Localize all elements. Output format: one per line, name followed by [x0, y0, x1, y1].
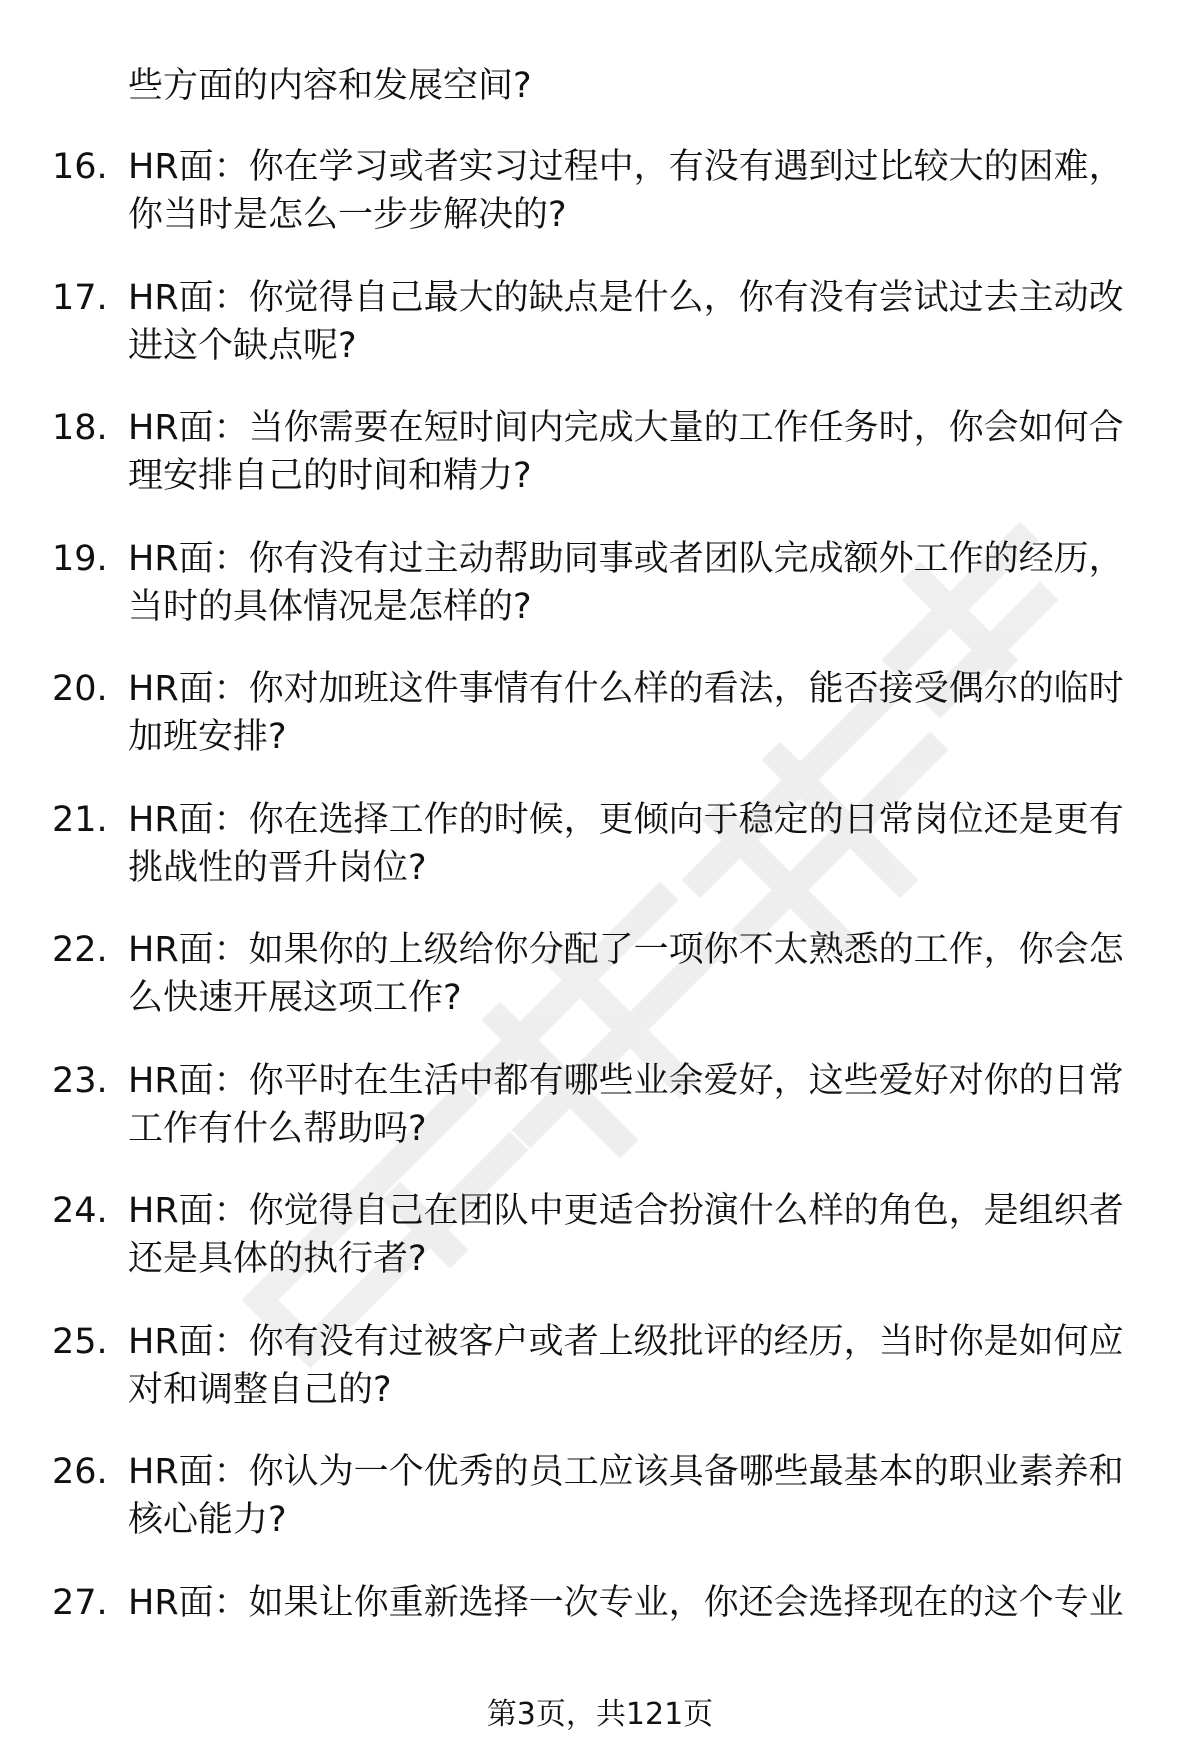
question-number: 24. [52, 1191, 108, 1231]
question-text: HR面：你平时在生活中都有哪些业余爱好，这些爱好对你的日常工作有什么帮助吗? [128, 1060, 1124, 1149]
question-text: HR面：如果你的上级给你分配了一项你不太熟悉的工作，你会怎么快速开展这项工作? [128, 930, 1124, 1018]
question-number: 21. [52, 799, 108, 840]
question-number: 16. [52, 147, 108, 187]
question-number: 22. [52, 930, 108, 970]
question-item [0, 527, 1200, 658]
question-item [0, 266, 1200, 397]
question-item [0, 1571, 1200, 1702]
continuation-text: 些方面的内容和发展空间? [128, 66, 532, 106]
question-text: HR面：你觉得自己最大的缺点是什么，你有没有尝试过去主动改进这个缺点呢? [128, 277, 1124, 366]
question-number: 19. [52, 538, 108, 579]
question-number: 18. [52, 408, 108, 448]
question-item [0, 918, 1200, 1049]
question-text: HR面：如果让你重新选择一次专业，你还会选择现在的这个专业 [128, 1582, 1124, 1623]
question-item [0, 1049, 1200, 1180]
question-text: HR面：你有没有过被客户或者上级批评的经历，当时你是如何应对和调整自己的? [128, 1321, 1124, 1410]
question-list [0, 135, 1200, 1701]
question-item [0, 1440, 1200, 1571]
question-number: 25. [52, 1321, 108, 1362]
question-text: HR面：你对加班这件事情有什么样的看法，能否接受偶尔的临时加班安排? [128, 669, 1124, 757]
question-text: HR面：你在选择工作的时候，更倾向于稳定的日常岗位还是更有挑战性的晋升岗位? [128, 799, 1124, 888]
question-number: 26. [52, 1452, 108, 1492]
page-footer: 第3页，共121页 [486, 1697, 714, 1732]
question-text: HR面：你有没有过主动帮助同事或者团队完成额外工作的经历，当时的具体情况是怎样的? [128, 538, 1124, 627]
question-number: 20. [52, 669, 108, 709]
question-item [0, 396, 1200, 527]
question-number: 17. [52, 277, 108, 318]
question-item [0, 788, 1200, 919]
question-item [0, 657, 1200, 788]
question-number: 27. [52, 1582, 108, 1623]
question-item [0, 135, 1200, 266]
question-item [0, 1179, 1200, 1310]
question-text: HR面：你认为一个优秀的员工应该具备哪些最基本的职业素养和核心能力? [128, 1452, 1124, 1540]
question-number: 23. [52, 1060, 108, 1101]
question-text: HR面：你觉得自己在团队中更适合扮演什么样的角色，是组织者还是具体的执行者? [128, 1191, 1124, 1279]
question-item [0, 1310, 1200, 1441]
question-text: HR面：当你需要在短时间内完成大量的工作任务时，你会如何合理安排自己的时间和精力? [128, 408, 1124, 496]
question-text: HR面：你在学习或者实习过程中，有没有遇到过比较大的困难，你当时是怎么一步步解决的? [128, 147, 1124, 235]
